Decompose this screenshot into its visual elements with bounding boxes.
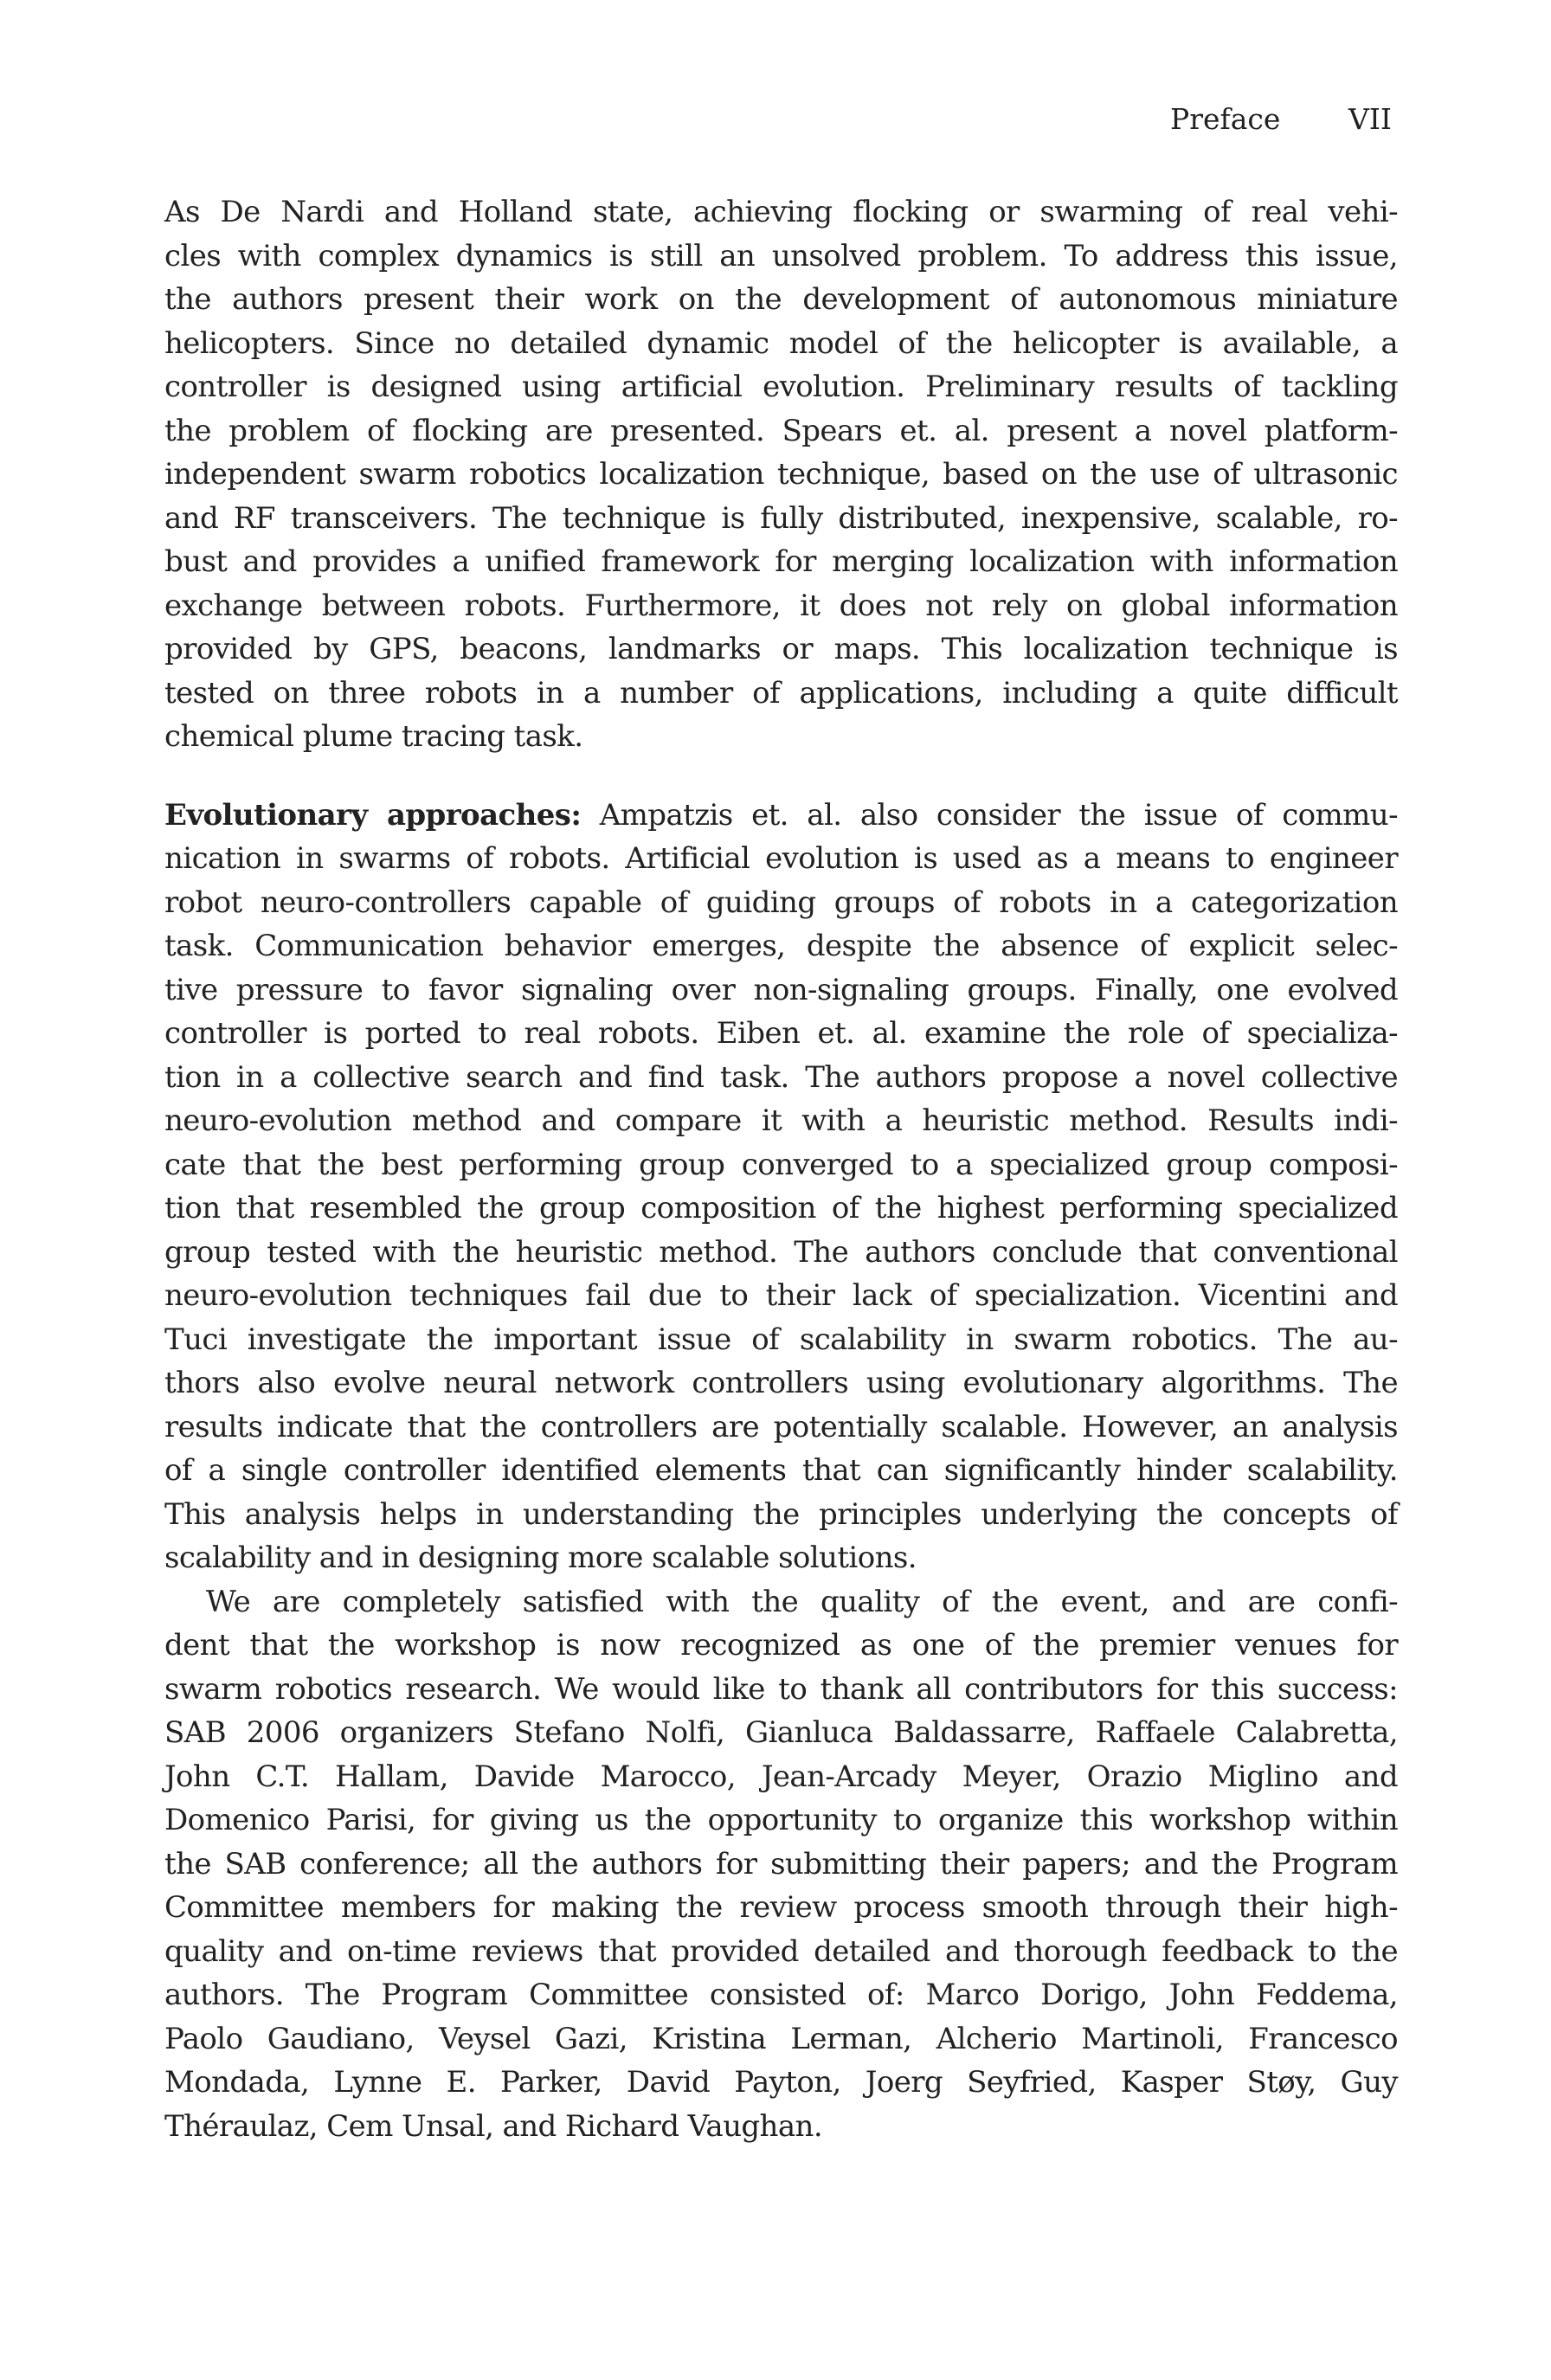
paragraph-evolutionary-approaches bbox=[164, 794, 1398, 1580]
text-line: Théraulaz, Cem Unsal, and Richard Vaughan. bbox=[164, 2108, 823, 2144]
text-line: swarm robotics research. We would like to thank all contributors for this success: bbox=[164, 1671, 1398, 1707]
text-run: Ampatzis et. al. also consider the issue of commu- bbox=[581, 797, 1398, 833]
text-line: the authors present their work on the development of autonomous miniature bbox=[164, 282, 1398, 317]
text-line: As De Nardi and Holland state, achieving flocking or swarming of real vehi- bbox=[164, 195, 1398, 229]
running-head bbox=[1125, 102, 1471, 137]
text-line: tested on three robots in a number of applications, including a quite difficult bbox=[164, 675, 1398, 711]
running-head-title: Preface bbox=[1170, 102, 1281, 136]
text-line: of a single controller identified elements that can significantly hinder scalability. bbox=[164, 1453, 1398, 1488]
text-line: provided by GPS, beacons, landmarks or maps. This localization technique is bbox=[164, 632, 1398, 666]
section-run-in-heading: Evolutionary approaches: bbox=[164, 797, 582, 833]
text-line: bust and provides a unified framework for merging localization with information bbox=[164, 544, 1398, 579]
text-line: We are completely satisfied with the quality of the event, and are confi- bbox=[206, 1584, 1398, 1619]
page-number: VII bbox=[1348, 102, 1392, 136]
text-line: the problem of flocking are presented. Spears et. al. present a novel platform- bbox=[164, 413, 1398, 448]
text-line: tion in a collective search and find task. The authors propose a novel collective bbox=[164, 1059, 1398, 1095]
text-line: This analysis helps in understanding the principles underlying the concepts of bbox=[164, 1496, 1398, 1532]
text-line: neuro-evolution techniques fail due to their lack of specialization. Vicentini and bbox=[164, 1278, 1398, 1313]
text-line: dent that the workshop is now recognized as one of the premier venues for bbox=[164, 1628, 1398, 1663]
text-line: Paolo Gaudiano, Veysel Gazi, Kristina Lerman, Alcherio Martinoli, Francesco bbox=[164, 2021, 1398, 2056]
text-line: thors also evolve neural network controllers using evolutionary algorithms. The bbox=[164, 1366, 1398, 1400]
text-line: neuro-evolution method and compare it with a heuristic method. Results indi- bbox=[164, 1103, 1398, 1138]
text-line: John C.T. Hallam, Davide Marocco, Jean-Arcady Meyer, Orazio Miglino and bbox=[164, 1759, 1398, 1794]
text-line: exchange between robots. Furthermore, it does not rely on global information bbox=[164, 588, 1398, 623]
text-line: tive pressure to favor signaling over non-signaling groups. Finally, one evolved bbox=[164, 972, 1398, 1007]
text-line: chemical plume tracing task. bbox=[164, 719, 583, 754]
text-line: controller is designed using artificial evolution. Preliminary results of tackling bbox=[164, 370, 1398, 404]
text-line: independent swarm robotics localization technique, based on the use of ultrasonic bbox=[164, 457, 1398, 492]
text-line: and RF transceivers. The technique is fully distributed, inexpensive, scalable, ro- bbox=[164, 500, 1398, 536]
text-line: cate that the best performing group converged to a specialized group composi- bbox=[164, 1147, 1398, 1182]
text-line: nication in swarms of robots. Artificial evolution is used as a means to engineer bbox=[164, 841, 1398, 876]
paragraph-helicopters-localization bbox=[164, 190, 1398, 759]
text-line: helicopters. Since no detailed dynamic model of the helicopter is available, a bbox=[164, 325, 1398, 361]
text-line: the SAB conference; all the authors for submitting their papers; and the Program bbox=[164, 1846, 1398, 1881]
text-line: cles with complex dynamics is still an unsolved problem. To address this issue, bbox=[164, 238, 1398, 273]
text-line: group tested with the heuristic method. The authors conclude that conventional bbox=[164, 1234, 1398, 1270]
text-line: Domenico Parisi, for giving us the opportunity to organize this workshop within bbox=[164, 1803, 1398, 1837]
text-line-with-heading bbox=[164, 794, 1398, 838]
text-line: task. Communication behavior emerges, despite the absence of explicit selec- bbox=[164, 929, 1398, 963]
text-line: Committee members for making the review process smooth through their high- bbox=[164, 1890, 1398, 1925]
text-line: results indicate that the controllers are potentially scalable. However, an analysis bbox=[164, 1409, 1398, 1444]
text-line: Mondada, Lynne E. Parker, David Payton, Joerg Seyfried, Kasper Støy, Guy bbox=[164, 2065, 1398, 2100]
text-line: SAB 2006 organizers Stefano Nolfi, Gianluca Baldassarre, Raffaele Calabretta, bbox=[164, 1715, 1398, 1750]
paragraph-gap bbox=[164, 759, 1398, 794]
text-line: tion that resembled the group composition of the highest performing specialized bbox=[164, 1191, 1398, 1225]
paragraph-acknowledgements bbox=[164, 1580, 1398, 2149]
text-line: robot neuro-controllers capable of guiding groups of robots in a categorization bbox=[164, 884, 1398, 920]
text-line: quality and on-time reviews that provided detailed and thorough feedback to the bbox=[164, 1933, 1398, 1969]
text-line: authors. The Program Committee consisted of: Marco Dorigo, John Feddema, bbox=[164, 1978, 1398, 2012]
text-line: scalability and in designing more scalable solutions. bbox=[164, 1541, 917, 1575]
text-line: controller is ported to real robots. Eiben et. al. examine the role of specializa- bbox=[164, 1016, 1398, 1051]
text-line: Tuci investigate the important issue of scalability in swarm robotics. The au- bbox=[164, 1322, 1398, 1357]
body-text bbox=[164, 190, 1398, 2148]
